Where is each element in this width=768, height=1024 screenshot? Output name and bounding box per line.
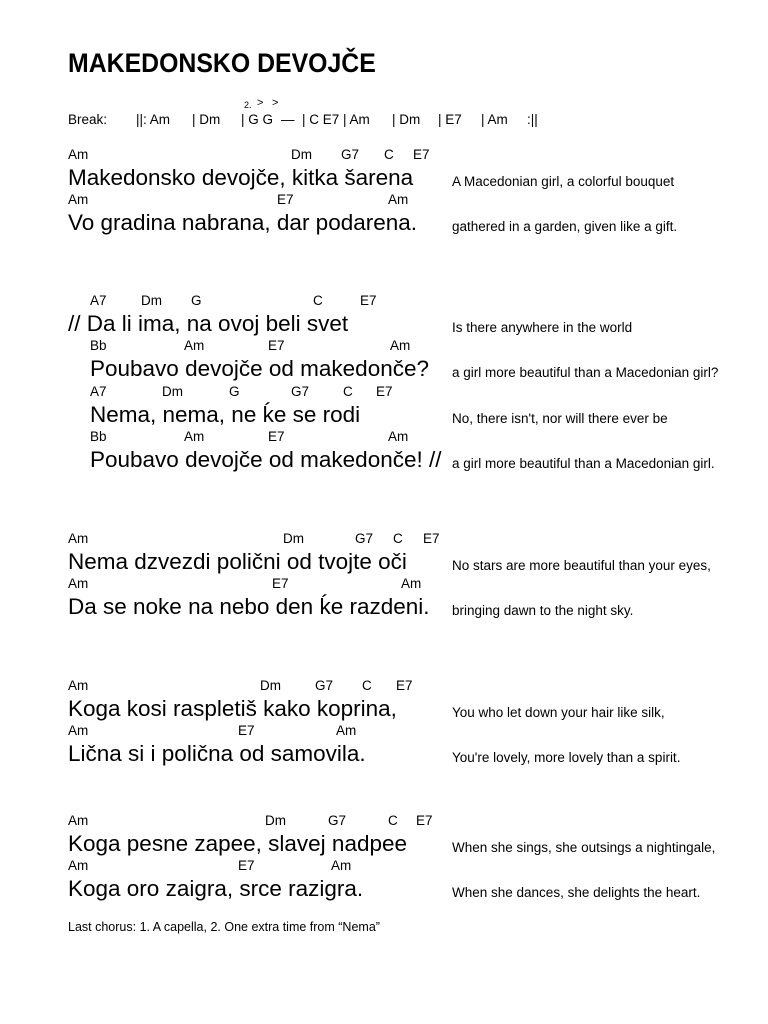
break-label: Break:	[68, 112, 108, 127]
break-bar: | Am	[481, 112, 508, 127]
chord: E7	[416, 813, 433, 828]
chord: E7	[277, 192, 294, 207]
break-bar: :||	[527, 112, 538, 127]
chord: Am	[331, 858, 352, 873]
chord: E7	[268, 429, 285, 444]
chord: G7	[328, 813, 347, 828]
chord: Dm	[265, 813, 286, 828]
chord: C	[388, 813, 398, 828]
chord: Bb	[90, 429, 107, 444]
chord: E7	[238, 723, 255, 738]
chord: Dm	[162, 384, 183, 399]
chord: Bb	[90, 338, 107, 353]
chord: A7	[90, 293, 107, 308]
song-line	[0, 338, 768, 383]
translation-line: A Macedonian girl, a colorful bouquet	[452, 174, 675, 189]
chord: Am	[336, 723, 357, 738]
accent-mark: >	[257, 97, 264, 109]
translation-line: a girl more beautiful than a Macedonian girl.	[452, 456, 715, 471]
break-bar: ||: Am	[136, 112, 171, 127]
chord: Am	[388, 429, 409, 444]
chord: Am	[401, 576, 422, 591]
chord: C	[393, 531, 403, 546]
chord: Am	[390, 338, 411, 353]
lyric-line: Koga pesne zapee, slavej nadpee	[68, 831, 408, 856]
lyric-line: // Da li ima, na ovoj beli svet	[68, 311, 349, 336]
chord: E7	[396, 678, 413, 693]
chord: Am	[184, 338, 205, 353]
chord: G7	[355, 531, 374, 546]
break-bar: | E7	[438, 112, 462, 127]
lyric-line: Nema, nema, ne ḱe se rodi	[90, 402, 361, 427]
volta-mark: 2.	[244, 100, 252, 110]
chord: Dm	[291, 147, 312, 162]
break-bar: | Dm	[392, 112, 421, 127]
chord: Dm	[283, 531, 304, 546]
break-bar: | G G	[241, 112, 274, 127]
song-line	[0, 429, 768, 474]
song-line	[0, 723, 768, 768]
chord: G7	[341, 147, 360, 162]
translation-line: You're lovely, more lovely than a spirit.	[452, 750, 681, 765]
chord: Am	[388, 192, 409, 207]
chord: A7	[90, 384, 107, 399]
lyric-line: Makedonsko devojče, kitka šarena	[68, 165, 414, 190]
chord: G	[191, 293, 202, 308]
chord: E7	[268, 338, 285, 353]
lyric-line: Poubavo devojče od makedonče?	[90, 356, 429, 381]
chord: C	[362, 678, 372, 693]
song-line	[0, 293, 768, 338]
song-line	[0, 192, 768, 237]
song-line	[0, 813, 768, 858]
lyric-line: Koga oro zaigra, srce razigra.	[68, 876, 364, 901]
chord: Am	[68, 858, 89, 873]
chord: Am	[68, 192, 89, 207]
translation-line: When she sings, she outsings a nightingale,	[452, 840, 716, 855]
chord: Dm	[260, 678, 281, 693]
performance-note: Last chorus: 1. A capella, 2. One extra time from “Nema”	[68, 920, 380, 934]
chord: C	[384, 147, 394, 162]
chord: C	[343, 384, 353, 399]
song-line	[0, 678, 768, 723]
chord: Am	[68, 678, 89, 693]
translation-line: No, there isn't, nor will there ever be	[452, 411, 668, 426]
break-bar: | Dm	[192, 112, 221, 127]
lyric-line: Vo gradina nabrana, dar podarena.	[68, 210, 418, 235]
break-dash: —	[281, 112, 295, 127]
translation-line: a girl more beautiful than a Macedonian girl?	[452, 365, 719, 380]
translation-line: bringing dawn to the night sky.	[452, 603, 634, 618]
chord: E7	[272, 576, 289, 591]
chord: Am	[68, 723, 89, 738]
lyric-line: Lična si i polična od samovila.	[68, 741, 366, 766]
lyric-line: Nema dzvezdi polični od tvojte oči	[68, 549, 407, 574]
chord: E7	[423, 531, 440, 546]
chord: E7	[413, 147, 430, 162]
chord: C	[313, 293, 323, 308]
chord: G7	[291, 384, 310, 399]
chord: Am	[68, 576, 89, 591]
chord: G	[229, 384, 240, 399]
song-line	[0, 858, 768, 903]
song-line	[0, 147, 768, 192]
song-line	[0, 576, 768, 621]
song-title: MAKEDONSKO DEVOJČE	[68, 48, 376, 78]
lyric-line: Poubavo devojče od makedonče! //	[90, 447, 442, 472]
chord: Dm	[141, 293, 162, 308]
chord: E7	[238, 858, 255, 873]
translation-line: No stars are more beautiful than your eyes,	[452, 558, 711, 573]
accent-mark: >	[272, 97, 279, 109]
chord: Am	[68, 147, 89, 162]
chord: Am	[68, 813, 89, 828]
translation-line: Is there anywhere in the world	[452, 320, 633, 335]
song-line	[0, 384, 768, 429]
translation-line: gathered in a garden, given like a gift.	[452, 219, 678, 234]
chord: G7	[315, 678, 334, 693]
lyric-line: Koga kosi raspletiš kako koprina,	[68, 696, 397, 721]
chord: E7	[360, 293, 377, 308]
song-line	[0, 531, 768, 576]
chord: Am	[68, 531, 89, 546]
lyric-line: Da se noke na nebo den ḱe razdeni.	[68, 594, 430, 619]
translation-line: You who let down your hair like silk,	[452, 705, 665, 720]
chord: Am	[184, 429, 205, 444]
translation-line: When she dances, she delights the heart.	[452, 885, 701, 900]
chord: E7	[376, 384, 393, 399]
break-bar: | C E7 | Am	[302, 112, 370, 127]
